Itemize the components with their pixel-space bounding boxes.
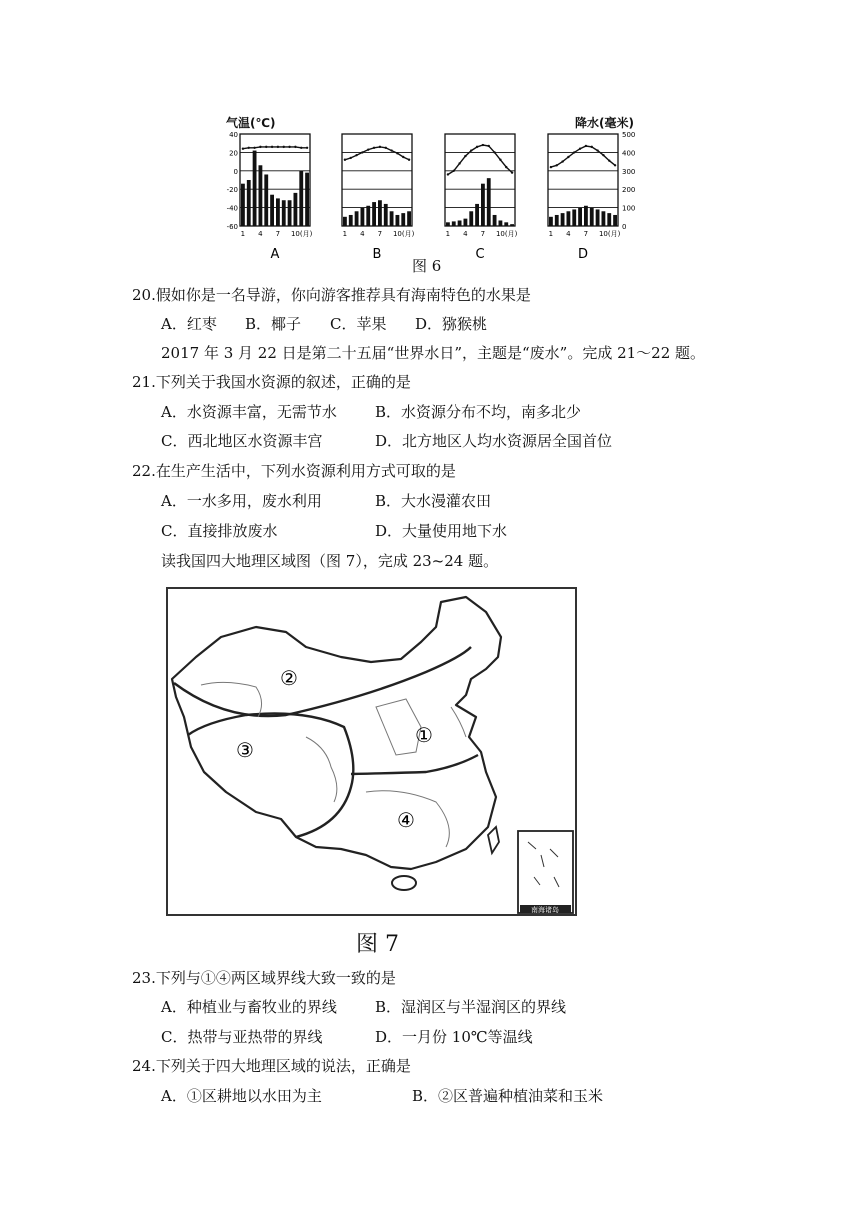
temperature-point	[300, 147, 302, 149]
temperature-point	[373, 147, 375, 149]
precipitation-bar	[578, 208, 582, 226]
precipitation-bar	[276, 198, 280, 226]
temperature-line	[448, 145, 512, 175]
temperature-tick-label: 40	[229, 131, 238, 139]
temperature-point	[259, 146, 261, 148]
question-23-stem: 23.下列与①④两区域界线大致一致的是	[132, 969, 396, 987]
temperature-point	[499, 159, 501, 161]
temperature-point	[511, 171, 513, 173]
temperature-point	[567, 156, 569, 158]
region-label-2: ②	[280, 666, 298, 690]
temperature-point	[367, 148, 369, 150]
month-unit-label: (月)	[504, 230, 518, 238]
temperature-point	[253, 147, 255, 149]
temperature-point	[344, 159, 346, 161]
precipitation-tick-label: 100	[622, 204, 636, 213]
month-tick-label: 10	[598, 230, 608, 238]
question-22-option-a: A．一水多用，废水利用	[161, 492, 322, 510]
precipitation-tick-label: 0	[622, 223, 627, 231]
question-20-option-c: C．苹果	[330, 315, 387, 333]
chart-title: C	[475, 247, 485, 262]
precipitation-bar	[270, 195, 274, 226]
precipitation-bar	[349, 215, 353, 226]
precipitation-bar	[305, 173, 309, 226]
precipitation-bar	[602, 211, 606, 226]
precipitation-bar	[504, 222, 508, 226]
question-23-option-a: A．种植业与畜牧业的界线	[161, 998, 337, 1016]
precipitation-bar	[446, 222, 450, 226]
precipitation-bar	[572, 209, 576, 226]
precipitation-bar	[590, 208, 594, 226]
temperature-point	[248, 147, 250, 149]
temperature-point	[242, 148, 244, 150]
temperature-point	[447, 173, 449, 175]
month-tick-label: 10	[392, 230, 402, 238]
temperature-point	[265, 146, 267, 148]
china-regions-map	[166, 587, 577, 917]
temperature-point	[556, 164, 558, 166]
figure-7-caption: 图 7	[356, 932, 399, 957]
question-23-option-c: C．热带与亚热带的界线	[161, 1028, 323, 1046]
precipitation-bar	[549, 217, 553, 226]
question-20-option-b: B．椰子	[245, 315, 302, 333]
question-22-option-b: B．大水漫灌农田	[375, 492, 492, 510]
precipitation-bar	[464, 219, 468, 226]
precipitation-bar	[259, 165, 263, 226]
temperature-point	[355, 154, 357, 156]
temperature-tick-label: 20	[229, 149, 238, 158]
chart-title: B	[372, 247, 382, 262]
precipitation-bar	[396, 215, 400, 226]
temperature-line	[551, 146, 615, 167]
temperature-point	[306, 147, 308, 149]
precipitation-bar	[384, 204, 388, 226]
month-tick-label: 7	[275, 230, 281, 238]
temperature-point	[453, 170, 455, 172]
question-23-option-d: D．一月份 10℃等温线	[375, 1028, 533, 1046]
precipitation-bar	[372, 202, 376, 226]
temperature-point	[271, 146, 273, 148]
temperature-point	[482, 144, 484, 146]
month-tick-label: 4	[463, 230, 468, 238]
temperature-point	[585, 145, 587, 147]
precipitation-bar	[493, 215, 497, 226]
temperature-point	[579, 148, 581, 150]
precipitation-axis-label: 降水(毫米)	[575, 116, 634, 130]
month-tick-label: 7	[377, 230, 383, 238]
temperature-point	[283, 146, 285, 148]
precipitation-bar	[288, 200, 292, 226]
intro-21-22: 2017 年 3 月 22 日是第二十五届“世界水日”，主题是“废水”。完成 21～22 题。	[161, 344, 706, 362]
temperature-point	[614, 164, 616, 166]
temperature-point	[379, 146, 381, 148]
precipitation-bar	[390, 211, 394, 226]
precipitation-bar	[294, 193, 298, 226]
temperature-point	[476, 146, 478, 148]
month-tick-label: 4	[360, 230, 365, 238]
month-unit-label: (月)	[299, 230, 313, 238]
precipitation-bar	[241, 184, 245, 226]
precipitation-bar	[499, 220, 503, 226]
precipitation-bar	[361, 208, 365, 226]
precipitation-bar	[596, 209, 600, 226]
temperature-point	[608, 159, 610, 161]
temperature-point	[488, 145, 490, 147]
figure-6	[220, 112, 650, 272]
inset-label: 南海诸岛	[531, 906, 559, 914]
precipitation-bar	[475, 204, 479, 226]
month-tick-label: 1	[342, 230, 348, 238]
precipitation-bar	[247, 180, 251, 226]
temperature-point	[561, 160, 563, 162]
temperature-point	[294, 146, 296, 148]
month-tick-label: 4	[566, 230, 571, 238]
question-24-option-b: B．②区普遍种植油菜和玉米	[412, 1087, 604, 1105]
precipitation-bar	[584, 206, 588, 226]
region-label-3: ③	[236, 738, 254, 762]
region-label-1: ①	[415, 723, 433, 747]
climate-charts	[220, 112, 650, 272]
precipitation-bar	[407, 211, 411, 226]
precipitation-bar	[567, 211, 571, 226]
question-24-stem: 24.下列关于四大地理区域的说法，正确是	[132, 1057, 411, 1075]
month-tick-label: 7	[480, 230, 486, 238]
temperature-point	[464, 155, 466, 157]
precipitation-bar	[378, 200, 382, 226]
precipitation-bar	[343, 217, 347, 226]
precipitation-bar	[613, 215, 617, 226]
temperature-line	[345, 147, 409, 160]
precipitation-bar	[355, 211, 359, 226]
month-unit-label: (月)	[401, 230, 415, 238]
question-21-option-a: A．水资源丰富，无需节水	[161, 403, 337, 421]
month-tick-label: 10	[495, 230, 505, 238]
question-24-option-a: A．①区耕地以水田为主	[161, 1087, 322, 1105]
precipitation-bar	[555, 215, 559, 226]
chart-title: A	[270, 247, 280, 262]
question-23-option-b: B．湿润区与半湿润区的界线	[375, 998, 567, 1016]
temperature-point	[402, 156, 404, 158]
question-21-option-c: C．西北地区水资源丰宫	[161, 432, 323, 450]
month-tick-label: 10	[290, 230, 300, 238]
region-label-4: ④	[397, 808, 415, 832]
temperature-tick-label: -20	[226, 186, 238, 195]
question-21-option-d: D．北方地区人均水资源居全国首位	[375, 432, 613, 450]
temperature-point	[396, 152, 398, 154]
precipitation-bar	[264, 174, 268, 226]
question-21-stem: 21.下列关于我国水资源的叙述，正确的是	[132, 373, 411, 391]
precipitation-tick-label: 300	[622, 167, 636, 176]
temperature-point	[470, 149, 472, 151]
question-22-option-c: C．直接排放废水	[161, 522, 278, 540]
precipitation-bar	[487, 178, 491, 226]
precipitation-bar	[299, 171, 303, 226]
precipitation-bar	[282, 200, 286, 226]
question-20-option-d: D．猕猴桃	[415, 315, 488, 333]
precipitation-tick-label: 200	[622, 186, 636, 195]
precipitation-bar	[561, 213, 565, 226]
question-22-stem: 22.在生产生活中，下列水资源利用方式可取的是	[132, 462, 456, 480]
question-20-option-a: A．红枣	[161, 315, 217, 333]
temperature-axis-label: 气温(℃)	[226, 116, 276, 130]
temperature-line	[243, 147, 307, 149]
month-tick-label: 1	[240, 230, 246, 238]
question-20-stem: 20.假如你是一名导游，你向游客推荐具有海南特色的水果是	[132, 286, 531, 304]
temperature-point	[550, 166, 552, 168]
temperature-tick-label: -40	[226, 204, 238, 213]
question-22-option-d: D．大量使用地下水	[375, 522, 508, 540]
temperature-point	[493, 151, 495, 153]
month-tick-label: 1	[548, 230, 554, 238]
precipitation-bar	[469, 211, 473, 226]
temperature-point	[288, 146, 290, 148]
temperature-point	[390, 149, 392, 151]
precipitation-bar	[401, 213, 405, 226]
month-tick-label: 7	[583, 230, 589, 238]
chart-title: D	[577, 247, 589, 262]
precipitation-bar	[510, 224, 514, 226]
temperature-tick-label: -60	[226, 223, 238, 231]
figure-6-caption: 图 6	[412, 257, 442, 275]
temperature-point	[505, 166, 507, 168]
precipitation-bar	[607, 213, 611, 226]
temperature-tick-label: 0	[233, 167, 238, 176]
temperature-point	[596, 149, 598, 151]
temperature-point	[361, 151, 363, 153]
month-unit-label: (月)	[607, 230, 621, 238]
temperature-point	[385, 147, 387, 149]
intro-23-24: 读我国四大地理区域图（图 7），完成 23~24 题。	[161, 552, 499, 570]
temperature-point	[277, 146, 279, 148]
precipitation-tick-label: 500	[622, 131, 636, 139]
month-tick-label: 4	[258, 230, 263, 238]
precipitation-bar	[452, 221, 456, 226]
temperature-point	[591, 146, 593, 148]
precipitation-bar	[366, 206, 370, 226]
figure-7-map	[166, 587, 577, 917]
temperature-point	[350, 157, 352, 159]
temperature-point	[573, 151, 575, 153]
temperature-point	[408, 159, 410, 161]
chart-frame	[445, 134, 515, 226]
question-21-option-b: B．水资源分布不均，南多北少	[375, 403, 582, 421]
precipitation-bar	[458, 220, 462, 226]
month-tick-label: 1	[445, 230, 451, 238]
temperature-point	[458, 162, 460, 164]
precipitation-bar	[481, 184, 485, 226]
precipitation-bar	[253, 151, 257, 226]
precipitation-tick-label: 400	[622, 149, 636, 158]
temperature-point	[602, 154, 604, 156]
